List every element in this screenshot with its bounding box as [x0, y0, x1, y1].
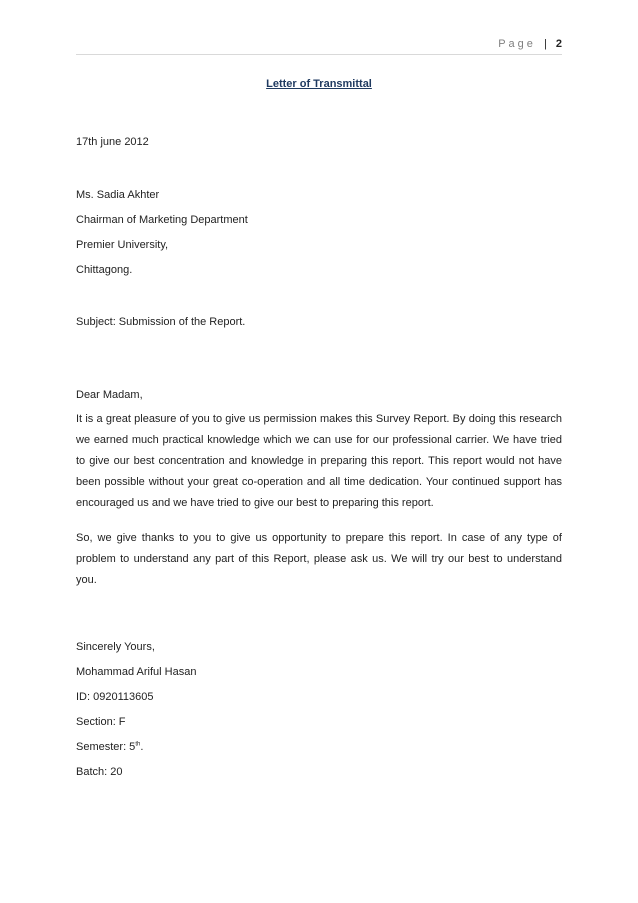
sender-name: Mohammad Ariful Hasan	[76, 666, 197, 678]
page-header	[498, 38, 562, 50]
sender-section: Section: F	[76, 716, 126, 728]
page-label: Page	[498, 38, 536, 50]
semester-text: Semester: 5	[76, 741, 136, 753]
recipient-position: Chairman of Marketing Department	[76, 214, 248, 226]
document-title: Letter of Transmittal	[266, 78, 372, 90]
salutation: Dear Madam,	[76, 389, 143, 401]
semester-period: .	[140, 741, 144, 753]
recipient-name: Ms. Sadia Akhter	[76, 189, 160, 201]
body-paragraph-2: So, we give thanks to you to give us opportunity to prepare this report. In case of any type of problem to understand any part of this Report, please ask us. We will try our best to understand you.	[76, 532, 562, 586]
body-paragraph-1: It is a great pleasure of you to give us permission makes this Survey Report. By doing this research we earned much practical knowledge which we can use for our professional carrier. We have tried to give our best concentration and knowledge in preparing this report. This report would not have been possible without your great co-operation and all time dedication. Your continued support has encouraged us and we have tried to give our best to preparing this report.	[76, 413, 562, 509]
letter-date: 17th june 2012	[76, 136, 149, 148]
semester-ordinal: th	[135, 741, 141, 748]
sender-id: ID: 0920113605	[76, 691, 154, 703]
header-divider	[76, 54, 562, 55]
recipient-city: Chittagong.	[76, 264, 133, 276]
sender-semester	[76, 741, 143, 753]
page-separator: |	[543, 38, 547, 50]
page-number: 2	[555, 38, 562, 50]
sender-batch: Batch: 20	[76, 766, 123, 778]
letter-subject: Subject: Submission of the Report.	[76, 316, 246, 328]
valediction: Sincerely Yours,	[76, 641, 155, 653]
recipient-institution: Premier University,	[76, 239, 169, 251]
